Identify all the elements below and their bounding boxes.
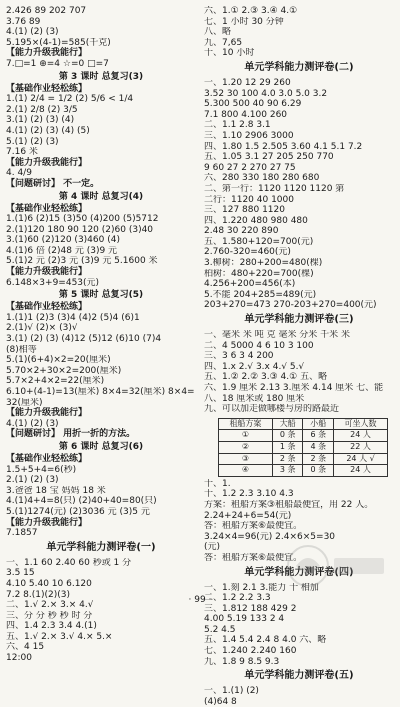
- answer-line: 二、1.√ 2.× 3.× 4.√: [6, 600, 94, 611]
- table-cell: 22 人: [334, 441, 388, 453]
- answer-line: 八、略: [204, 27, 232, 38]
- table-row: [219, 430, 388, 442]
- answer-line: 6.148×3+9=453(元): [6, 277, 100, 288]
- answer-line: 2.24+24+6=54(元): [204, 510, 292, 521]
- answer-line: 六、4 15: [6, 642, 45, 653]
- answer-line: 5.(1)1274(元) (2)3036 元 (3)5 元: [6, 506, 150, 517]
- answer-line: 1.(1) 2/4 = 1/2 (2) 5/6 < 1/4: [6, 94, 134, 105]
- answer-line: 四、1.x 2.√ 3.x 4.√ 5.√: [204, 361, 305, 372]
- answer-line: 9 60 27 2 270 27 75: [204, 162, 296, 173]
- subsection-heading: 【能力升级我能行】: [6, 408, 88, 419]
- answer-line: 5.7×2+4×2=22(厘米): [6, 376, 105, 387]
- answer-line: 五、1.580+120=700(元): [204, 236, 314, 247]
- table-cell: 2 条: [303, 453, 334, 465]
- table-header-cell: 小船: [303, 418, 334, 430]
- table-cell: 4 条: [303, 441, 334, 453]
- table-cell: 3 条: [272, 465, 303, 477]
- answer-line: 四、1.220 480 980 480: [204, 215, 308, 226]
- table-header-cell: 租船方案: [219, 418, 273, 430]
- table-header-cell: 大船: [272, 418, 303, 430]
- answer-line: 3.(1)60 (2)120 (3)460 (4): [6, 235, 120, 246]
- answer-line: 九、可以加走做哪楼与房的路最近: [204, 404, 340, 415]
- table-row: [219, 453, 388, 465]
- table-header-cell: 可坐人数: [334, 418, 388, 430]
- answer-line: 四、1.4 2.3 3.4 4.(1): [6, 621, 97, 632]
- answer-line: 四、1.80 1.5 2.505 3.60 4.1 5.1 7.2: [204, 141, 363, 152]
- section-heading: 单元学科能力测评卷(五): [244, 670, 354, 682]
- answer-line: 2.426 89 202 707: [6, 6, 87, 16]
- table-cell: ③: [219, 453, 273, 465]
- answer-line: 五、1.② 2.② 3.③ 4.① 五、略: [204, 372, 328, 383]
- answer-line: 二、4 5000 4 6 10 3 100: [204, 340, 314, 351]
- answer-line: 三、分 分 秒 秒 时 分: [6, 610, 93, 621]
- answer-line: 12:00: [6, 653, 32, 664]
- subsection-heading: 【基础作业轻松练】: [6, 83, 88, 94]
- table-row: [219, 441, 388, 453]
- answer-line: 2.48 30 220 890: [204, 226, 279, 237]
- answer-line: 三、1.812 188 429 2: [204, 603, 297, 614]
- answer-line: 二、1.2 2.2 3.3: [204, 593, 271, 604]
- answer-line: 三、127 880 1120: [204, 205, 285, 216]
- answer-line: 一、1.20 12 29 260: [204, 77, 291, 88]
- answer-line: 4.00 5.19 133 2 4: [204, 614, 285, 625]
- watermark-logo: [280, 536, 390, 600]
- answer-line: 六、1.9 厘米 2.13 3.厘米 4.14 厘米 七、能: [204, 383, 384, 393]
- table-cell: 0 条: [303, 465, 334, 477]
- table-cell: ④: [219, 465, 273, 477]
- answer-line: 一、1.1 60 2.40 60 秒或 1 分: [6, 557, 132, 568]
- subsection-heading: 【问题研讨】 不一定。: [6, 178, 100, 189]
- answer-line: 1.5+5+4=6(秒): [6, 464, 77, 475]
- answer-line: (元): [204, 542, 221, 553]
- subsection-heading: 第 4 课时 总复习(4): [58, 191, 144, 202]
- subsection-heading: 【能力升级我能行】: [6, 517, 88, 528]
- answer-line: 六、280 330 180 280 680: [204, 173, 320, 184]
- table-cell: 2 条: [272, 453, 303, 465]
- subsection-heading: 【基础作业轻松练】: [6, 453, 88, 464]
- answer-line: 4.10 5.40 10 6.120: [6, 578, 92, 589]
- section-heading: 单元学科能力测评卷(一): [46, 541, 156, 553]
- answer-line: 二、第一行：1120 1120 1120 第: [204, 183, 345, 194]
- answer-line: 7.1857: [6, 528, 38, 539]
- answer-line: 3.(1) (2) (3) (4): [6, 115, 75, 126]
- answer-line: 3.5 15: [6, 568, 35, 579]
- section-heading: 单元学科能力测评卷(四): [244, 566, 354, 578]
- answer-line: 2.(1) 2/8 (2) 3/5: [6, 104, 78, 115]
- subsection-heading: 【基础作业轻松练】: [6, 203, 88, 214]
- answer-line: 32(厘米): [6, 397, 43, 408]
- answer-line: 五、1.05 3.1 27 205 250 770: [204, 152, 334, 163]
- answer-line: 5.不能 204+285=489(元): [204, 289, 317, 300]
- section-heading: 单元学科能力测评卷(二): [244, 61, 354, 73]
- answer-line: 五、1.√ 2.× 3.√ 4.× 5.×: [6, 631, 113, 642]
- answer-line: 3.24×4=96(元) 2.4×6×5=30: [204, 531, 336, 542]
- table-cell: 24 人: [334, 465, 388, 477]
- answer-line: 4.256+200=456(本): [204, 279, 296, 290]
- answer-column-left: [6, 6, 196, 664]
- subsection-heading: 第 5 课时 总复习(5): [58, 290, 144, 301]
- answer-line: 2.(1) (2) (3): [6, 475, 59, 486]
- rental-plan-table: [218, 418, 388, 477]
- answer-line: 九、7,65: [204, 37, 243, 48]
- subsection-heading: 第 3 课时 总复习(3): [58, 71, 144, 82]
- answer-line: 五、1.4 5.4 2.4 8 4.0 六、略: [204, 635, 327, 646]
- answer-line: 4.(1) (2) (3) (4) (5): [6, 125, 90, 136]
- answer-line: 七、1.240 2.240 160: [204, 646, 297, 657]
- page-number: · 99 ·: [188, 595, 212, 605]
- answer-line: 2.(1)120 180 90 120 (2)60 (3)40: [6, 224, 154, 235]
- answer-line: 4.(1)4+4=8(只) (2)40+40=80(只): [6, 496, 157, 507]
- answer-line: 4.(1)6 倍 (2)48 元 (3)9 元: [6, 245, 118, 256]
- answer-line: 三、1.10 2906 3000: [204, 130, 294, 141]
- answer-line: 九、1.8 9 8.5 9.3: [204, 656, 280, 667]
- subsection-heading: 【能力升级我能行】: [6, 267, 88, 278]
- answer-line: 2.(1)√ (2)× (3)√: [6, 323, 78, 334]
- answer-line: 3.(1) (2) (3) (4)12 (5)12 (6)10 (7)4: [6, 334, 162, 345]
- answer-line: 一、1.刻 2.1 3.能力 十 相加: [204, 582, 319, 593]
- answer-line: (4)64 8: [204, 696, 237, 707]
- answer-line: 1.(1)6 (2)15 (3)50 (4)200 (5)5712: [6, 214, 159, 225]
- table-cell: 6 条: [303, 430, 334, 442]
- table-cell: 24 人 √: [334, 453, 388, 465]
- answer-line: 5.300 500 40 90 6.29: [204, 99, 302, 110]
- answer-line: 3.爸爸 18 宝 妈妈 18 米: [6, 485, 106, 496]
- answer-line: 3.柳树：280+200=480(棵): [204, 258, 323, 269]
- answer-line: 7.2 8.(1)(2)(3): [6, 589, 71, 600]
- answer-line: 1.(1)1 (2)3 (3)4 (4)2 (5)4 (6)1: [6, 312, 140, 323]
- answer-line: 5.70×2+30×2=200(厘米): [6, 365, 122, 376]
- answer-line: 十、1.: [204, 478, 231, 489]
- answer-line: 十、1.2 2.3 3.10 4.3: [204, 489, 294, 500]
- answer-line: 7.□=1 ⊕=4 ☆=0 □=7: [6, 58, 109, 69]
- answer-line: 4. 4/9: [6, 168, 32, 179]
- answer-line: 4.(1) (2) (3): [6, 418, 59, 429]
- answer-line: 一、毫米 米 吨 克 毫米 分米 千米 米: [204, 330, 351, 341]
- answer-line: 5.195×(4-1)=585(千克): [6, 37, 111, 48]
- table-cell: 24 人: [334, 430, 388, 442]
- answer-line: (8)相等: [6, 344, 37, 355]
- answer-line: 答：租船方案⑥最便宜。: [204, 521, 303, 532]
- answer-line: 六、1.① 2.③ 3.④ 4.①: [204, 6, 298, 16]
- subsection-heading: 第 6 课时 总复习(6): [58, 441, 144, 452]
- subsection-heading: 【基础作业轻松练】: [6, 302, 88, 313]
- answer-line: 八、18 厘米或 180 厘米: [204, 393, 305, 404]
- answer-line: 5.2 4.5: [204, 624, 236, 635]
- answer-line: 5.(1)2 元 (2)3 元 (3)9 元 5.1600 米: [6, 256, 158, 267]
- table-row: [219, 465, 388, 477]
- answer-line: 2.760-320=460(元): [204, 247, 291, 258]
- answer-line: 3.52 30 100 4.0 3.0 5.0 3.2: [204, 88, 328, 99]
- answer-line: 5.(1)(6+4)×2=20(厘米): [6, 355, 111, 366]
- table-cell: ②: [219, 441, 273, 453]
- answer-line: 5.(1) (2) (3): [6, 136, 59, 147]
- answer-line: 二行：1120 40 1000: [204, 194, 294, 205]
- subsection-heading: 【问题研讨】 用折一折的方法。: [6, 429, 136, 440]
- answer-line: 4.(1) (2) (3): [6, 27, 59, 38]
- answer-line: 203+270=473 270-203+270=400(元): [204, 300, 377, 311]
- table-cell: 0 条: [272, 430, 303, 442]
- answer-line: 一、1.(1) (2): [204, 686, 259, 697]
- answer-line: 柏树：480+220=700(棵): [204, 268, 314, 279]
- answer-line: 七、1 小时 30 分钟: [204, 16, 284, 27]
- answer-line: 7.16 米: [6, 147, 38, 158]
- answer-line: 7.1 800 4.100 260: [204, 109, 288, 120]
- subsection-heading: 【能力升级我能行】: [6, 157, 88, 168]
- table-cell: 1 条: [272, 441, 303, 453]
- answer-line: 十、10 小时: [204, 48, 255, 59]
- answer-line: 3.76 89: [6, 16, 41, 27]
- answer-line: 答：租船方案⑥最便宜。: [204, 552, 303, 563]
- subsection-heading: 【能力升级我能行】: [6, 48, 88, 59]
- answer-line: 6.10+(4-1)=13(厘米) 8×4=32(厘米) 8×4=: [6, 387, 195, 397]
- answer-line: 方案：租船方案③租船最便宜，用 22 人。: [204, 499, 374, 510]
- section-heading: 单元学科能力测评卷(三): [244, 314, 354, 326]
- answer-line: 二、1.1 2.8 3.1: [204, 120, 271, 131]
- table-cell: ①: [219, 430, 273, 442]
- answer-line: 三、3 6 3 4 200: [204, 351, 274, 362]
